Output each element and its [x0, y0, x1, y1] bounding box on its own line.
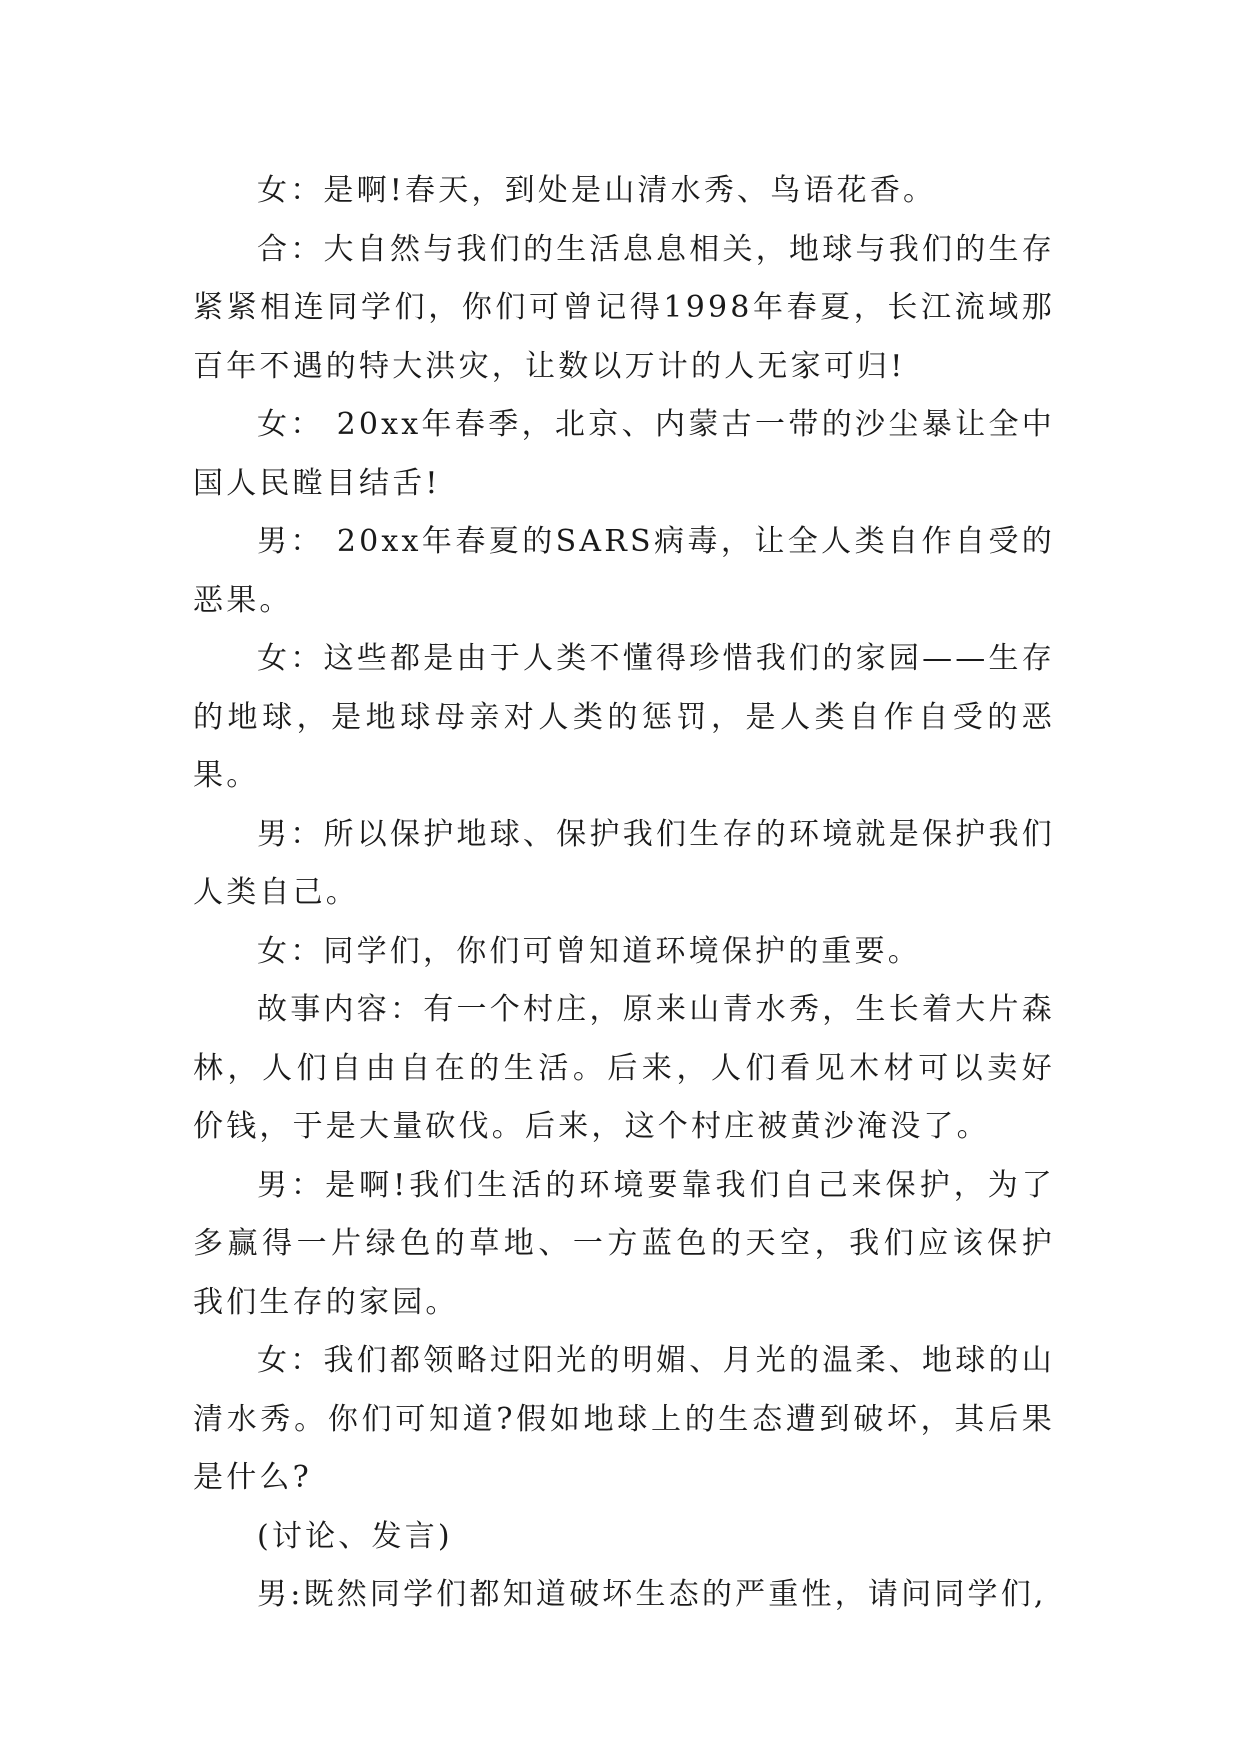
paragraph: 女： 20xx年春季，北京、内蒙古一带的沙尘暴让全中国人民瞠目结舌!	[193, 407, 1055, 501]
paragraph: 男：所以保护地球、保护我们生存的环境就是保护我们人类自己。	[193, 816, 1055, 910]
paragraph: 女：这些都是由于人类不懂得珍惜我们的家园——生存的地球，是地球母亲对人类的惩罚，是人类自作自受的恶果。	[193, 641, 1055, 793]
paragraph: (讨论、发言)	[257, 1518, 453, 1554]
paragraph: 女：我们都领略过阳光的明媚、月光的温柔、地球的山清水秀。你们可知道?假如地球上的生态遭到破坏，其后果是什么?	[193, 1343, 1055, 1495]
paragraph: 男:既然同学们都知道破坏生态的严重性，请问同学们,	[257, 1577, 1047, 1612]
paragraph: 男：是啊!我们生活的环境要靠我们自己来保护，为了多赢得一片绿色的草地、一方蓝色的天空，我们应该保护我们生存的家园。	[193, 1167, 1055, 1320]
paragraph: 男： 20xx年春夏的SARS病毒，让全人类自作自受的恶果。	[193, 524, 1055, 618]
paragraph: 合：大自然与我们的生活息息相关，地球与我们的生存紧紧相连同学们，你们可曾记得1998年春夏，长江流域那百年不遇的特大洪灾，让数以万计的人无家可归!	[193, 231, 1055, 384]
paragraph: 女：是啊!春天，到处是山清水秀、鸟语花香。	[257, 173, 937, 208]
document-body	[193, 162, 1055, 1625]
paragraph: 女：同学们，你们可曾知道环境保护的重要。	[257, 933, 921, 969]
paragraph: 故事内容：有一个村庄，原来山青水秀，生长着大片森林，人们自由自在的生活。后来，人们看见木材可以卖好价钱，于是大量砍伐。后来，这个村庄被黄沙淹没了。	[193, 992, 1055, 1144]
